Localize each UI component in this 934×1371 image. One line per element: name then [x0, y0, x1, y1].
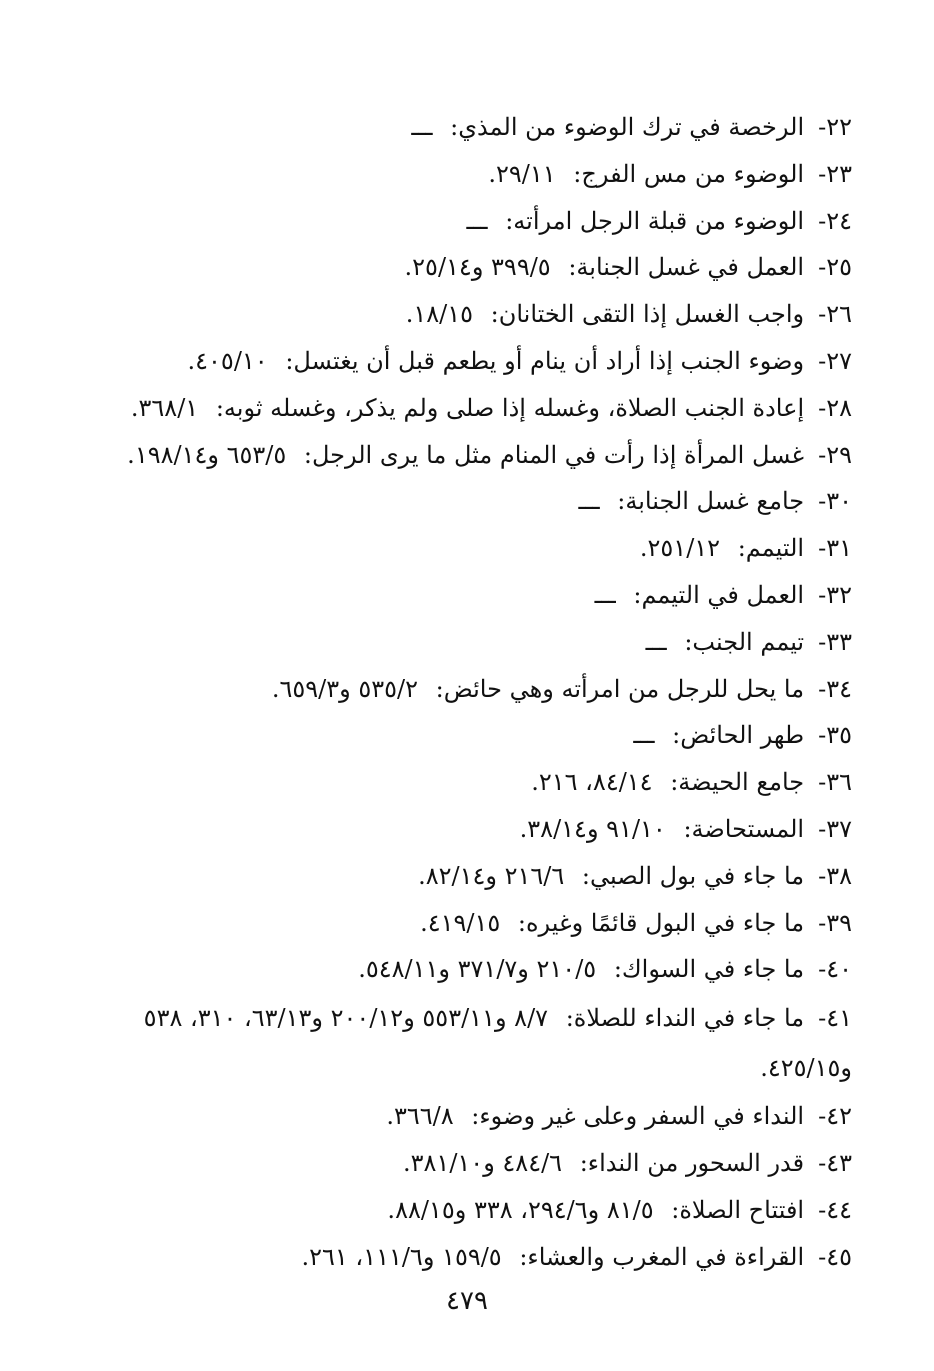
entry-number: ٢٤-	[818, 206, 852, 235]
entry-number: ٢٦-	[818, 300, 852, 329]
index-entry	[92, 759, 852, 806]
index-entry	[92, 1093, 852, 1140]
index-entry	[92, 338, 852, 385]
index-entry	[62, 993, 852, 1093]
index-list	[92, 104, 852, 1280]
entry-references: ٢٥١/١٢.	[639, 534, 721, 563]
entry-number: ٣٢-	[818, 580, 852, 609]
entry-number: ٤٤-	[818, 1195, 852, 1224]
entry-title: واجب الغسل إذا التقى الختانان:	[490, 300, 805, 329]
index-entry	[92, 525, 852, 572]
entry-title: جامع غسل الجنابة:	[617, 487, 805, 516]
entry-title: إعادة الجنب الصلاة، وغسله إذا صلى ولم يذكر، وغسله ثوبه:	[215, 393, 805, 422]
entry-title: العمل في غسل الجنابة:	[568, 253, 805, 282]
entry-title: التيمم:	[737, 534, 805, 563]
index-entry	[92, 712, 852, 759]
entry-number: ٢٣-	[818, 159, 852, 188]
entry-references: ـــ	[594, 580, 616, 609]
entry-title: ما جاء في النداء للصلاة:	[565, 1004, 805, 1033]
entry-references: ٣٩٩/٥ و٢٥/١٤.	[404, 253, 551, 282]
index-entry	[92, 198, 852, 245]
entry-references: ٣٦٦/٨.	[386, 1102, 454, 1131]
index-entry	[92, 104, 852, 151]
entry-title: ما جاء في السواك:	[613, 955, 805, 984]
entry-number: ٣٨-	[818, 861, 852, 890]
index-entry	[92, 1140, 852, 1187]
entry-title: ما جاء في بول الصبي:	[581, 861, 805, 890]
entry-number: ٣٤-	[818, 674, 852, 703]
entry-title: العمل في التيمم:	[633, 580, 805, 609]
entry-number: ٤٥-	[818, 1242, 852, 1271]
entry-references: ـــ	[578, 487, 600, 516]
index-entry	[92, 900, 852, 947]
entry-references: ٤٠٥/١٠.	[187, 346, 268, 375]
entry-references: ٨١/٥ و٢٩٤/٦، ٣٣٨ و٨٨/١٥.	[387, 1195, 654, 1224]
entry-title: ما يحل للرجل من امرأته وهي حائض:	[435, 674, 805, 703]
entry-title: افتتاح الصلاة:	[671, 1195, 805, 1224]
entry-number: ٤٢-	[818, 1102, 852, 1131]
entry-title: القراءة في المغرب والعشاء:	[519, 1242, 805, 1271]
index-entry	[92, 244, 852, 291]
index-entry	[92, 478, 852, 525]
index-entry	[92, 1187, 852, 1234]
entry-references: ٤٨٤/٦ و٣٨١/١٠.	[403, 1148, 563, 1177]
entry-number: ٢٥-	[818, 253, 852, 282]
entry-number: ٣٦-	[818, 768, 852, 797]
entry-title: الوضوء من قبلة الرجل امرأته:	[505, 206, 805, 235]
entry-title: المستحاضة:	[683, 814, 805, 843]
index-entry	[92, 1234, 852, 1281]
entry-number: ٢٨-	[818, 393, 852, 422]
entry-references: ـــ	[633, 721, 655, 750]
index-entry	[92, 619, 852, 666]
entry-references: ـــ	[466, 206, 488, 235]
entry-number: ٢٧-	[818, 346, 852, 375]
entry-title: قدر السحور من النداء:	[579, 1148, 805, 1177]
entry-title: طهر الحائض:	[672, 721, 805, 750]
index-entry	[92, 432, 852, 479]
index-entry	[92, 291, 852, 338]
entry-number: ٣٠-	[818, 487, 852, 516]
index-entry	[92, 666, 852, 713]
entry-title: جامع الحيضة:	[670, 768, 805, 797]
entry-title: الرخصة في ترك الوضوء من المذي:	[450, 113, 805, 141]
entry-references: ٤١٩/١٥.	[420, 908, 501, 937]
entry-number: ٣٣-	[818, 627, 852, 656]
entry-references: ١٨/١٥.	[405, 300, 474, 329]
entry-references: ـــ	[411, 113, 433, 141]
entry-number: ٣١-	[818, 534, 852, 563]
entry-references: ٥٣٥/٢ و٦٥٩/٣.	[271, 674, 418, 703]
entry-references: ٩١/١٠ و٣٨/١٤.	[519, 814, 666, 843]
entry-number: ٢٢-	[818, 113, 852, 141]
entry-title: الوضوء من مس الفرج:	[573, 159, 805, 188]
entry-number: ٣٥-	[818, 721, 852, 750]
entry-references: ٣٦٨/١.	[130, 393, 199, 422]
entry-references: ـــ	[645, 627, 667, 656]
entry-references: ٢١٦/٦ و٨٢/١٤.	[418, 861, 565, 890]
index-entry	[92, 946, 852, 993]
index-entry	[92, 853, 852, 900]
index-entry	[92, 385, 852, 432]
entry-title: غسل المرأة إذا رأت في المنام مثل ما يرى الرجل:	[303, 440, 805, 469]
entry-number: ٢٩-	[818, 440, 852, 469]
entry-title: وضوء الجنب إذا أراد أن ينام أو يطعم قبل أن يغتسل:	[285, 346, 805, 375]
entry-references: ٢٩/١١.	[488, 159, 556, 188]
entry-references: ١٥٩/٥ و١١١/٦، ٢٦١.	[301, 1242, 502, 1271]
entry-number: ٣٧-	[818, 814, 852, 843]
index-entry	[92, 572, 852, 619]
entry-references: ٢١٠/٥ و٣٧١/٧ و٥٤٨/١١.	[358, 955, 597, 984]
entry-title: تيمم الجنب:	[684, 627, 805, 656]
index-entry	[92, 151, 852, 198]
entry-title: ما جاء في البول قائمًا وغيره:	[517, 908, 805, 937]
index-entry	[92, 806, 852, 853]
entry-number: ٤١-	[818, 1004, 852, 1033]
entry-title: النداء في السفر وعلى غير وضوء:	[471, 1102, 805, 1131]
entry-references: ٦٥٣/٥ و١٩٨/١٤.	[127, 440, 287, 469]
entry-number: ٣٩-	[818, 908, 852, 937]
entry-number: ٤٣-	[818, 1148, 852, 1177]
entry-references: ٨٤/١٤، ٢١٦.	[531, 768, 653, 797]
entry-number: ٤٠-	[818, 955, 852, 984]
page-number: ٤٧٩	[446, 1286, 488, 1316]
entry-references: ٨/٧ و٥٥٣/١١ و٢٠٠/١٢ و٦٣/١٣، ٣١٠، ٥٣٨ و٤٢٥/١٥.	[143, 1004, 852, 1083]
